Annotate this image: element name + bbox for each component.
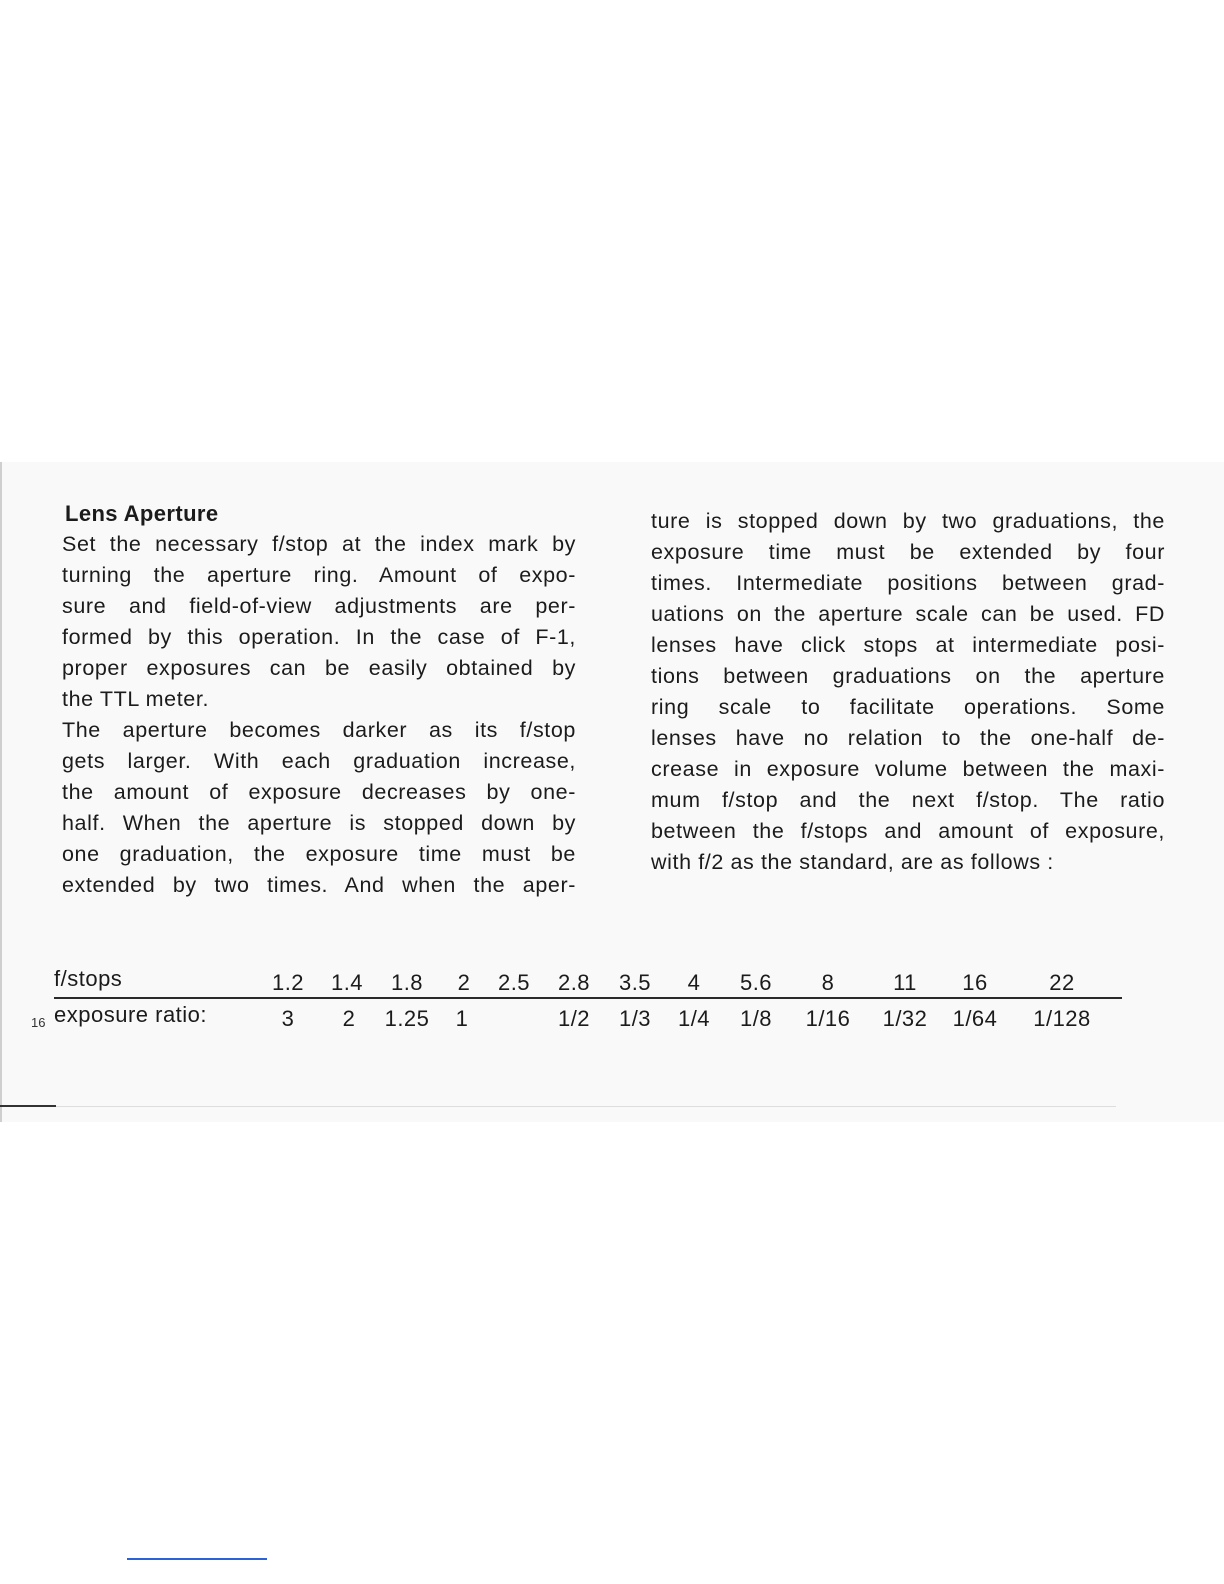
text-line: gets larger. With each graduation increase, [62,749,576,773]
text-line: proper exposures can be easily obtained by [62,656,576,680]
fstop-cell: 5.6 [739,970,773,995]
ratio-cell: 1/16 [805,1006,851,1031]
bottom-rule [0,1105,56,1107]
text-line: The aperture becomes darker as its f/stop [62,718,576,742]
text-line: lenses have no relation to the one-half de- [651,726,1165,750]
fstop-cell: 2.5 [497,970,531,995]
fstops-row [54,966,1124,998]
text-line: between the f/stops and amount of exposure, [651,819,1165,843]
fstop-cell: 4 [687,970,701,995]
ratio-cell: 1/4 [677,1006,711,1031]
ratio-cell: 1/64 [952,1006,998,1031]
page-edge [0,462,2,1122]
text-line: extended by two times. And when the aper- [62,873,576,897]
ratio-cell: 1/8 [739,1006,773,1031]
text-line: Set the necessary f/stop at the index mark by [62,532,576,556]
ratio-cell: 1/128 [1033,1006,1091,1031]
ratio-row [54,1002,1124,1034]
fstop-cell: 1.8 [390,970,424,995]
text-line: the TTL meter. [62,687,210,711]
text-line: ring scale to facilitate operations. Some [651,695,1165,719]
fstop-cell: 2 [457,970,471,995]
text-line: exposure time must be extended by four [651,540,1165,564]
aperture-table [54,966,1124,1046]
fstops-label: f/stops [54,966,123,991]
text-line: formed by this operation. In the case of F-1, [62,625,576,649]
text-line: uations on the aperture scale can be used. FD [651,602,1165,626]
ratio-cell: 1 [455,1006,469,1031]
fstop-cell: 3.5 [618,970,652,995]
text-line: turning the aperture ring. Amount of expo- [62,563,576,587]
bottom-divider [56,1106,1116,1107]
fstop-cell: 11 [893,970,917,995]
text-line: times. Intermediate positions between grad- [651,571,1165,595]
fstop-cell: 1.2 [271,970,305,995]
ratio-cell: 1/2 [557,1006,591,1031]
section-heading: Lens Aperture [65,501,219,526]
fstop-cell: 8 [821,970,835,995]
text-line: with f/2 as the standard, are as follows : [651,850,1054,874]
blue-underline [127,1558,267,1560]
fstop-cell: 22 [1049,970,1075,995]
ratio-cell: 1/3 [618,1006,652,1031]
text-line: tions between graduations on the aperture [651,664,1165,688]
text-line: the amount of exposure decreases by one- [62,780,576,804]
text-line: ture is stopped down by two graduations, the [651,509,1165,533]
right-column [651,506,1165,878]
fstop-cell: 2.8 [557,970,591,995]
ratio-label: exposure ratio: [54,1002,208,1027]
ratio-cell: 1/32 [882,1006,928,1031]
text-line: one graduation, the exposure time must be [62,842,576,866]
ratio-cell: 2 [342,1006,356,1031]
left-column [62,498,576,901]
ratio-cell: 1.25 [384,1006,430,1031]
page-number: 16 [31,1015,46,1030]
table-rule [54,997,1122,999]
text-line: half. When the aperture is stopped down by [62,811,576,835]
text-line: mum f/stop and the next f/stop. The ratio [651,788,1165,812]
ratio-cell: 3 [281,1006,295,1031]
fstop-cell: 16 [962,970,988,995]
text-line: crease in exposure volume between the maxi- [651,757,1165,781]
text-line: sure and field-of-view adjustments are per- [62,594,576,618]
fstop-cell: 1.4 [330,970,364,995]
text-line: lenses have click stops at intermediate posi- [651,633,1165,657]
